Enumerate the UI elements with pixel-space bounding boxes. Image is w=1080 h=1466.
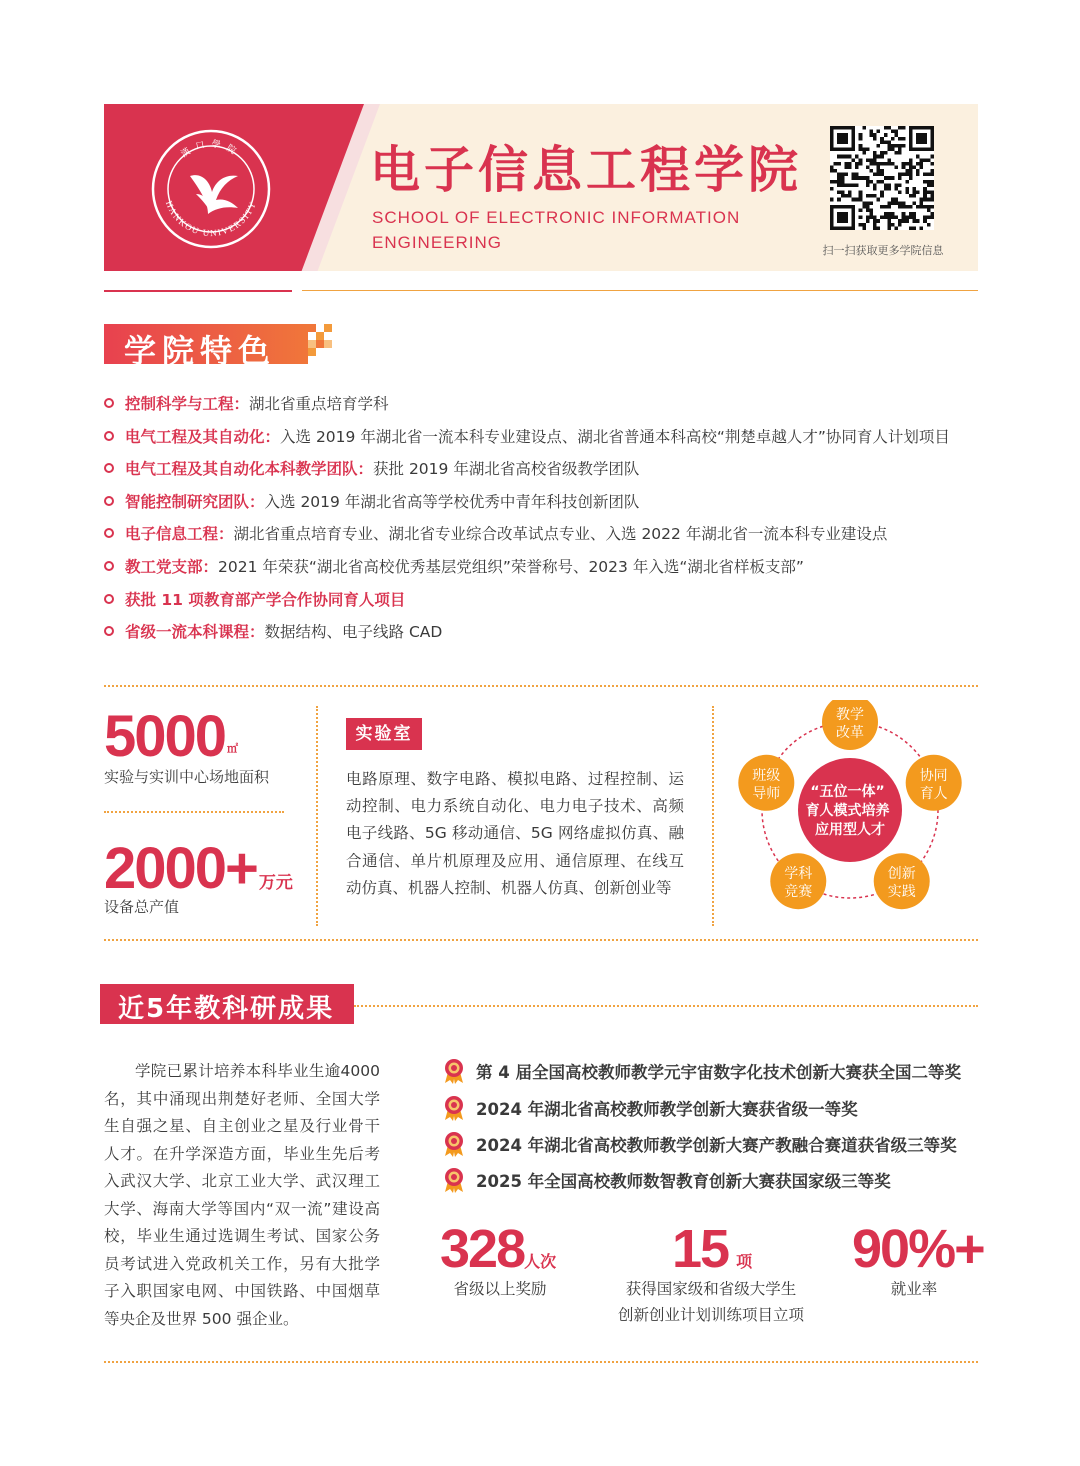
feature-list — [104, 390, 1004, 651]
qr-caption: 扫一扫获取更多学院信息 — [822, 244, 944, 257]
bullet-ring-icon — [104, 561, 114, 571]
diagram-node-line: 班级 — [752, 767, 781, 784]
stat-caption-line: 省级以上奖励 — [453, 1280, 547, 1298]
feature-value: 2021 年荣获“湖北省高校优秀基层党组织”荣誉称号、2023 年入选“湖北省样板支部” — [218, 557, 804, 576]
feature-key: 省级一流本科课程： — [125, 623, 265, 642]
lab-list: 电路原理、数字电路、模拟电路、过程控制、运动控制、电力系统自动化、电力电子技术、高频电子线路、5G 移动通信、5G 网络虚拟仿真、融合通信、单片机原理及应用、通信原理、在线互动仿真、机器人控制、机器人仿真、创新创业等 — [346, 770, 684, 897]
divider — [104, 1361, 978, 1363]
award-text: 2025 年全国高校教师数智教育创新大赛获国家级三等奖 — [476, 1172, 891, 1191]
award-text: 2024 年湖北省高校教师教学创新大赛产教融合赛道获省级三等奖 — [476, 1136, 957, 1155]
divider — [354, 1005, 978, 1007]
feature-value: 数据结构、电子线路 CAD — [264, 623, 443, 642]
feature-value: 湖北省重点培育学科 — [249, 395, 389, 413]
award-text: 第 4 届全国高校教师教学元宇宙数字化技术创新大赛获全国二等奖 — [476, 1063, 961, 1082]
divider — [104, 685, 978, 687]
list-item — [104, 488, 1004, 521]
diagram-node-line: 创新 — [887, 866, 916, 883]
feature-value: 湖北省重点培育专业、湖北省专业综合改革试点专业、入选 2022 年湖北省一流本科专业建设点 — [233, 525, 888, 544]
stat-unit: 项 — [736, 1254, 753, 1271]
stat-caption — [420, 1276, 580, 1302]
logo-text: HANKOU UNIVERSITY — [163, 199, 259, 239]
diagram-node-line: 学科 — [784, 866, 813, 883]
stat-value: 328 — [440, 1219, 525, 1279]
list-item — [104, 423, 1004, 456]
area-stat — [104, 704, 239, 769]
bullet-ring-icon — [104, 398, 114, 408]
stat-caption — [596, 1276, 826, 1328]
list-item — [104, 618, 1004, 651]
vertical-divider — [712, 706, 714, 926]
list-item — [104, 520, 1004, 553]
research-intro: 学院已累计培养本科毕业生逾4000 名，其中涌现出荆楚好老师、全国大学生自强之星、自主创业之星及行业骨干人才。在升学深造方面，毕业生先后考入武汉大学、北京工业大学、武汉理工大学、海南大学等国内“双一流”建设高校，毕业生通过选调生考试、国家公务员考试进入党政机关工作，另有大批学子入职国家电网、中国铁路、中国烟草等央企及世界 500 强企业。 — [104, 1062, 380, 1328]
feature-value: 入选 2019 年湖北省一流本科专业建设点、湖北省普通本科高校“荆楚卓越人才”协同育人计划项目 — [280, 427, 950, 446]
award-medal-icon — [442, 1095, 466, 1121]
stat-unit: 人次 — [524, 1254, 557, 1271]
diagram-node-line: 导师 — [752, 785, 781, 802]
university-logo — [150, 128, 272, 250]
bullet-ring-icon — [104, 528, 114, 538]
feature-key: 电子信息工程： — [125, 525, 234, 544]
divider — [104, 939, 978, 941]
award-medal-icon — [442, 1167, 466, 1193]
diagram-center-line: 育人模式培养 — [805, 803, 890, 819]
divider — [104, 811, 284, 813]
diagram-center-label — [806, 783, 895, 838]
bullet-ring-icon — [104, 463, 114, 473]
college-title-english: SCHOOL OF ELECTRONIC INFORMATION ENGINEERING — [372, 208, 741, 252]
bullet-ring-icon — [104, 431, 114, 441]
section-title-research: 近5年教科研成果 — [118, 994, 335, 1024]
list-item — [104, 455, 1004, 488]
stat-caption-line: 获得国家级和省级大学生 — [625, 1280, 797, 1298]
logo-text-cn: 漢口學院 — [179, 139, 243, 160]
qr-code — [830, 126, 934, 230]
award-medal-icon — [442, 1058, 466, 1084]
college-title: 电子信息工程学院 — [370, 141, 802, 199]
stat-value: 90%+ — [852, 1219, 984, 1279]
feature-key: 获批 11 项教育部产学合作协同育人项目 — [125, 590, 406, 609]
header-rule-orange — [302, 290, 978, 291]
lab-tag: 实验室 — [346, 718, 422, 750]
stat-awards — [440, 1219, 557, 1279]
bullet-ring-icon — [104, 496, 114, 506]
feature-key: 电气工程及其自动化： — [125, 427, 281, 446]
list-item — [104, 586, 1004, 619]
list-item — [104, 390, 1004, 423]
bullet-ring-icon — [104, 626, 114, 636]
section-title-features: 学院特色 — [124, 332, 277, 370]
feature-key: 电气工程及其自动化本科教学团队： — [125, 460, 374, 479]
area-value: 5000 — [104, 704, 226, 769]
stat-caption — [854, 1276, 974, 1302]
equipment-value: 2000+ — [104, 836, 257, 901]
feature-key: 控制科学与工程： — [125, 395, 250, 413]
feature-value: 获批 2019 年湖北省高校省级教学团队 — [373, 460, 640, 479]
stat-value: 15 — [672, 1219, 729, 1279]
equipment-unit: 万元 — [258, 873, 293, 893]
svg-text:漢口學院 — [178, 138, 243, 160]
diagram-center-line: 应用型人才 — [815, 822, 885, 838]
stat-caption-line: 创新创业计划训练项目立项 — [617, 1306, 804, 1324]
area-caption: 实验与实训中心场地面积 — [104, 768, 270, 786]
diagram-node-line: 育人 — [919, 785, 948, 802]
stat-employment — [852, 1219, 984, 1279]
vertical-divider — [316, 706, 318, 926]
list-item — [104, 553, 1004, 586]
bullet-ring-icon — [104, 594, 114, 604]
equipment-stat — [104, 836, 293, 901]
stat-projects — [672, 1219, 753, 1279]
header-rule-red — [104, 290, 292, 292]
stat-caption-line: 就业率 — [890, 1280, 938, 1298]
diagram-node-line: 实践 — [887, 884, 916, 901]
feature-key: 智能控制研究团队： — [125, 492, 265, 511]
diagram-node-line: 竞赛 — [784, 884, 813, 901]
area-unit: ㎡ — [227, 742, 239, 755]
five-in-one-diagram — [730, 700, 970, 920]
feature-value: 入选 2019 年湖北省高等学校优秀中青年科技创新团队 — [264, 492, 640, 511]
diagram-node-line: 教学 — [836, 707, 864, 723]
diagram-center-line: “五位一体” — [810, 784, 885, 800]
award-text: 2024 年湖北省高校教师教学创新大赛获省级一等奖 — [476, 1100, 858, 1119]
equipment-caption: 设备总产值 — [104, 898, 180, 916]
diagram-node-line: 改革 — [836, 725, 864, 741]
feature-key: 教工党支部： — [125, 557, 219, 576]
diagram-node-line: 协同 — [919, 767, 948, 784]
award-medal-icon — [442, 1131, 466, 1157]
